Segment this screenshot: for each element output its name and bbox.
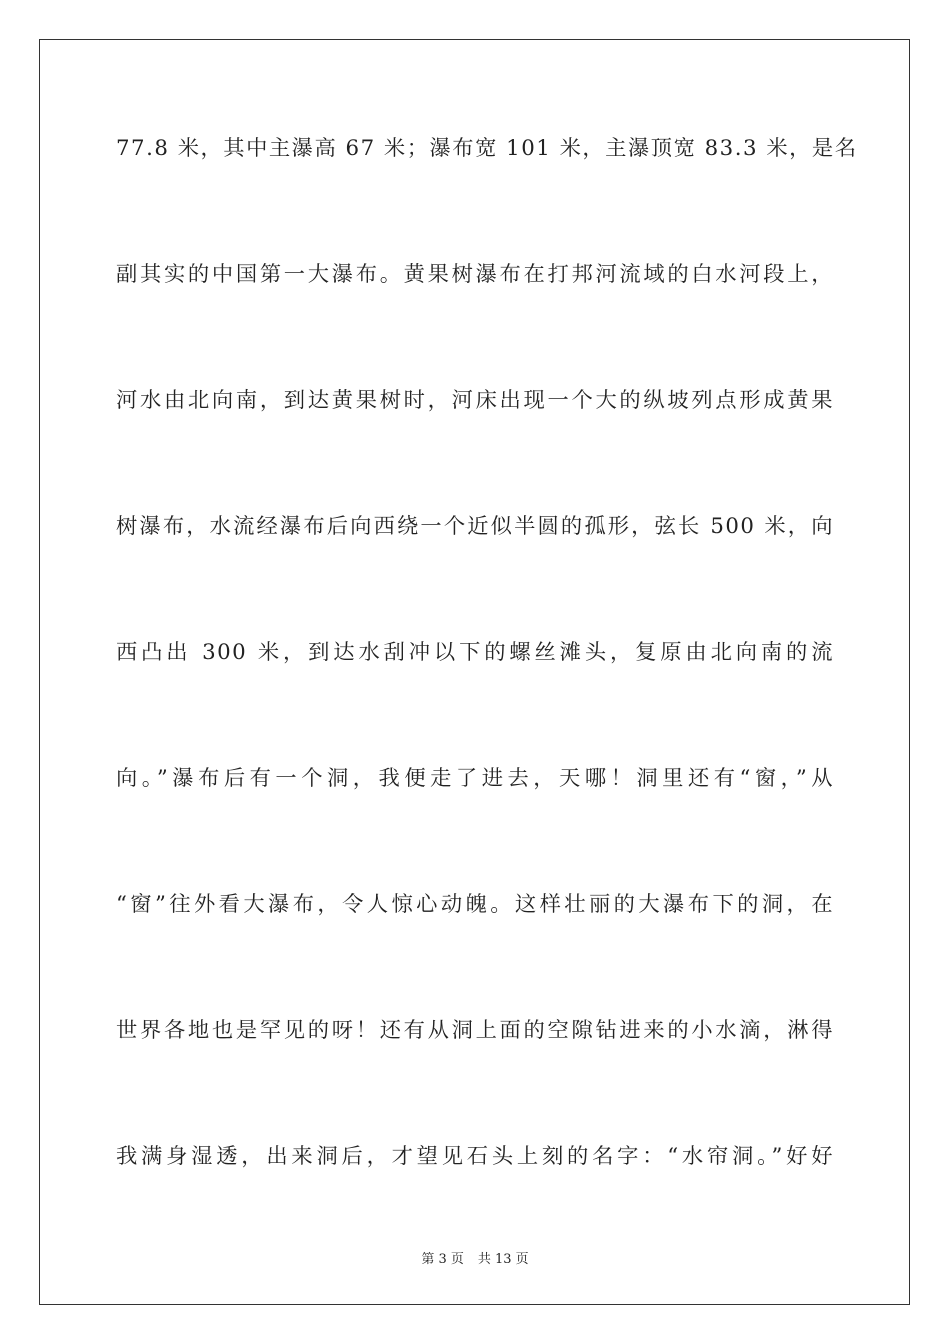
page-footer bbox=[0, 1248, 950, 1267]
text-line-5: 西凸出 300 米，到达水刮冲以下的螺丝滩头，复原由北向南的流 bbox=[116, 640, 834, 665]
text-line-2: 副其实的中国第一大瀑布。黄果树瀑布在打邦河流域的白水河段上， bbox=[116, 262, 834, 287]
text-line-9: 我满身湿透，出来洞后，才望见石头上刻的名字：“水帘洞。”好好 bbox=[116, 1144, 834, 1169]
text-line-1: 77.8 米，其中主瀑高 67 米；瀑布宽 101 米，主瀑顶宽 83.3 米，是名 bbox=[116, 136, 858, 161]
page-total: 共 13 页 bbox=[477, 1252, 529, 1267]
text-line-7: “窗”往外看大瀑布，令人惊心动魄。这样壮丽的大瀑布下的洞，在 bbox=[116, 892, 834, 917]
text-line-8: 世界各地也是罕见的呀！还有从洞上面的空隙钻进来的小水滴，淋得 bbox=[116, 1018, 834, 1043]
text-line-3: 河水由北向南，到达黄果树时，河床出现一个大的纵坡列点形成黄果 bbox=[116, 388, 834, 413]
text-line-6: 向。”瀑布后有一个洞，我便走了进去，天哪！洞里还有“窗，”从 bbox=[116, 766, 834, 791]
document-body bbox=[116, 127, 858, 1261]
text-line-4: 树瀑布，水流经瀑布后向西绕一个近似半圆的孤形，弦长 500 米，向 bbox=[116, 514, 834, 539]
page-number: 第 3 页 bbox=[421, 1252, 464, 1267]
